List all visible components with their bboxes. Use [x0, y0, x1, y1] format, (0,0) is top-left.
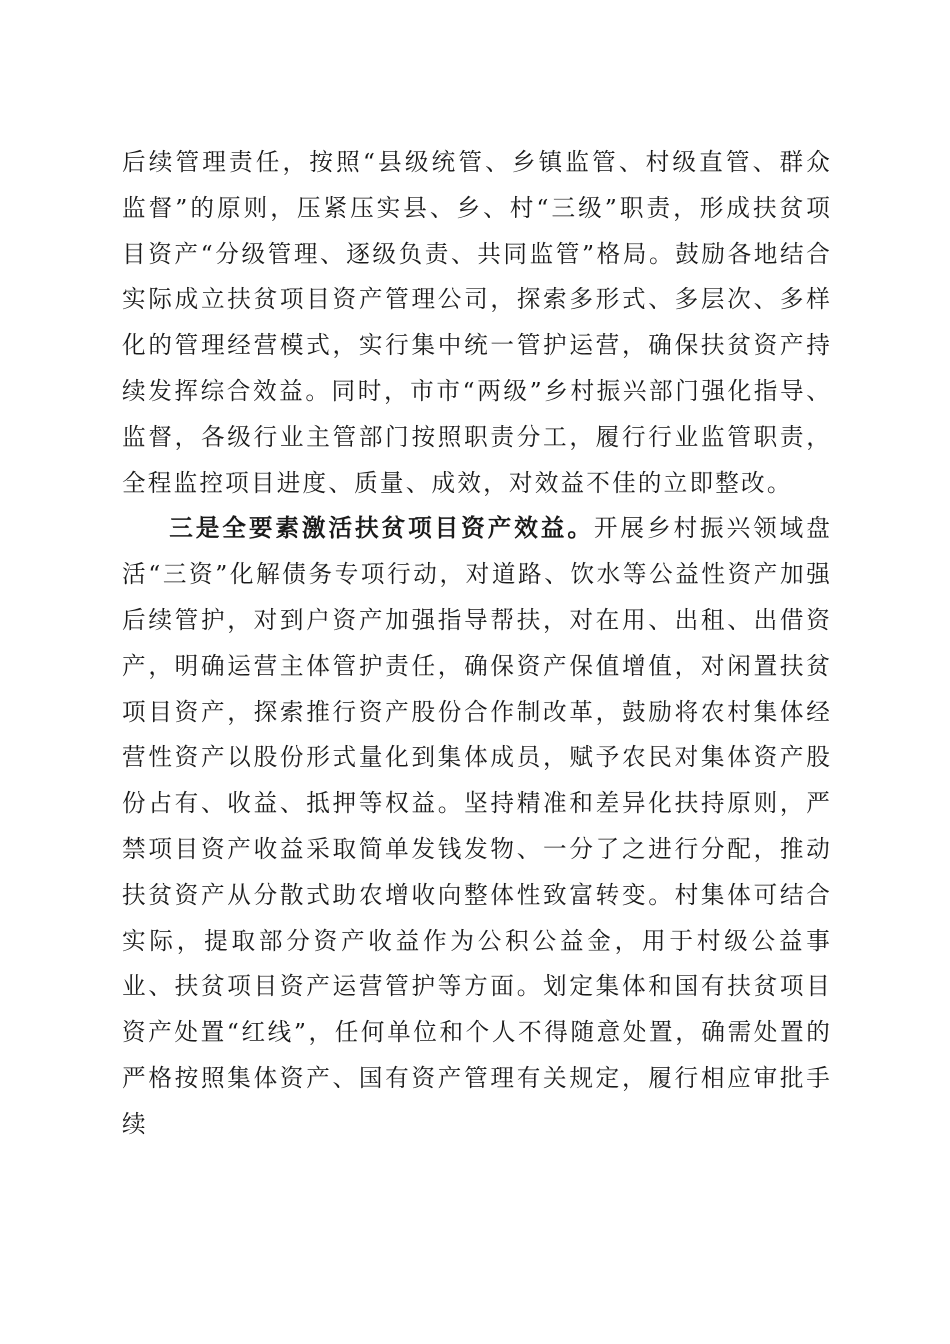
paragraph-continued	[122, 140, 832, 506]
body-text	[122, 140, 832, 1148]
paragraph-section-three	[122, 506, 832, 1147]
paragraph-text: 开展乡村振兴领域盘活“三资”化解债务专项行动，对道路、饮水等公益性资产加强后续管护，对到户资产加强指导帮扶，对在用、出租、出借资产，明确运营主体管护责任，确保资产保值增值，对闲置扶贫项目资产，探索推行资产股份合作制改革，鼓励将农村集体经营性资产以股份形式量化到集体成员，赋予农民对集体资产股份占有、收益、抵押等权益。坚持精准和差异化扶持原则，严禁项目资产收益采取简单发钱发物、一分了之进行分配，推动扶贫资产从分散式助农增收向整体性致富转变。村集体可结合实际，提取部分资产收益作为公积公益金，用于村级公益事业、扶贫项目资产运营管护等方面。划定集体和国有扶贫项目资产处置“红线”，任何单位和个人不得随意处置，确需处置的严格按照集体资产、国有资产管理有关规定，履行相应审批手续	[122, 514, 832, 1138]
paragraph-text: 后续管理责任，按照“县级统管、乡镇监管、村级直管、群众监督”的原则，压紧压实县、乡、村“三级”职责，形成扶贫项目资产“分级管理、逐级负责、共同监管”格局。鼓励各地结合实际成立扶贫项目资产管理公司，探索多形式、多层次、多样化的管理经营模式，实行集中统一管护运营，确保扶贫资产持续发挥综合效益。同时，市市“两级”乡村振兴部门强化指导、监督，各级行业主管部门按照职责分工，履行行业监管职责，全程监控项目进度、质量、成效，对效益不佳的立即整改。	[122, 148, 832, 497]
paragraph-heading: 三是全要素激活扶贫项目资产效益。	[169, 514, 594, 543]
